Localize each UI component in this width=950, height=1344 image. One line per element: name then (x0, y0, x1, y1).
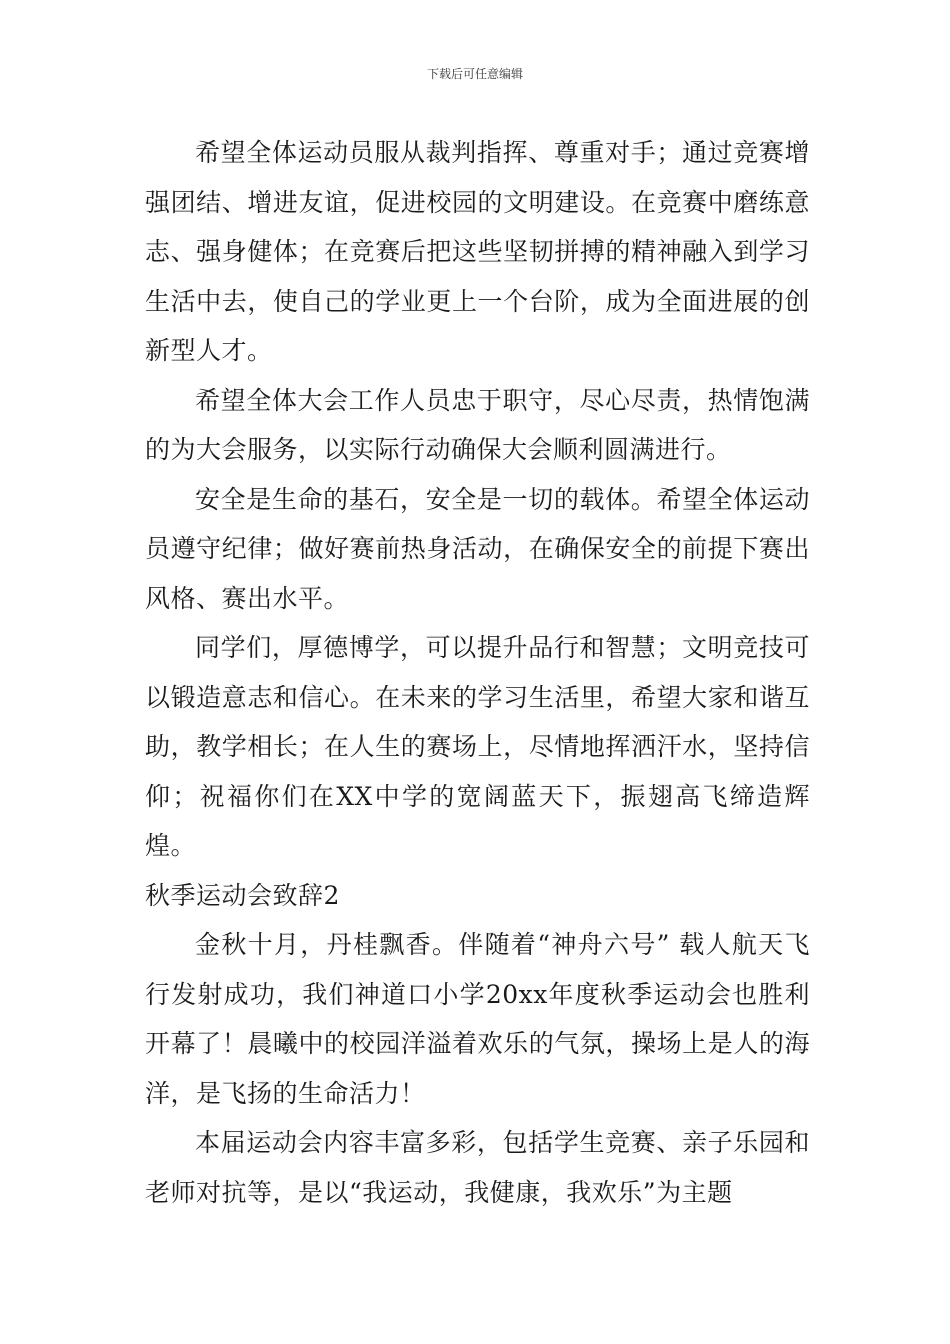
paragraph-students: 同学们，厚德博学，可以提升品行和智慧；文明竞技可以锻造意志和信心。在未来的学习生活里，希望大家和谐互助，教学相长；在人生的赛场上，尽情地挥洒汗水，坚持信仰；祝福你们在XX中学的宽阔蓝天下，振翅高飞缔造辉煌。 (145, 633, 810, 860)
paragraph-staff: 希望全体大会工作人员忠于职守，尽心尽责，热情饱满的为大会服务，以实际行动确保大会顺利圆满进行。 (145, 385, 810, 464)
paragraph-opening: 金秋十月，丹桂飘香。伴随着“神舟六号” 载人航天飞行发射成功，我们神道口小学20xx年度秋季运动会也胜利开幕了！晨曦中的校园洋溢着欢乐的气氛，操场上是人的海洋，是飞扬的生命活力！ (145, 930, 810, 1108)
section-heading: 秋季运动会致辞2 (145, 880, 340, 910)
page-header-note: 下载后可任意编辑 (426, 67, 523, 81)
paragraph-safety: 安全是生命的基石，安全是一切的载体。希望全体运动员遵守纪律；做好赛前热身活动，在确保安全的前提下赛出风格、赛出水平。 (145, 484, 810, 613)
document-body (145, 128, 810, 1217)
paragraph-athletes: 希望全体运动员服从裁判指挥、尊重对手；通过竞赛增强团结、增进友谊，促进校园的文明建设。在竞赛中磨练意志、强身健体；在竞赛后把这些坚韧拼搏的精神融入到学习生活中去，使自己的学业更上一个台阶，成为全面进展的创新型人才。 (145, 138, 810, 365)
paragraph-program: 本届运动会内容丰富多彩，包括学生竞赛、亲子乐园和老师对抗等，是以“我运动，我健康，我欢乐”为主题 (145, 1128, 810, 1207)
